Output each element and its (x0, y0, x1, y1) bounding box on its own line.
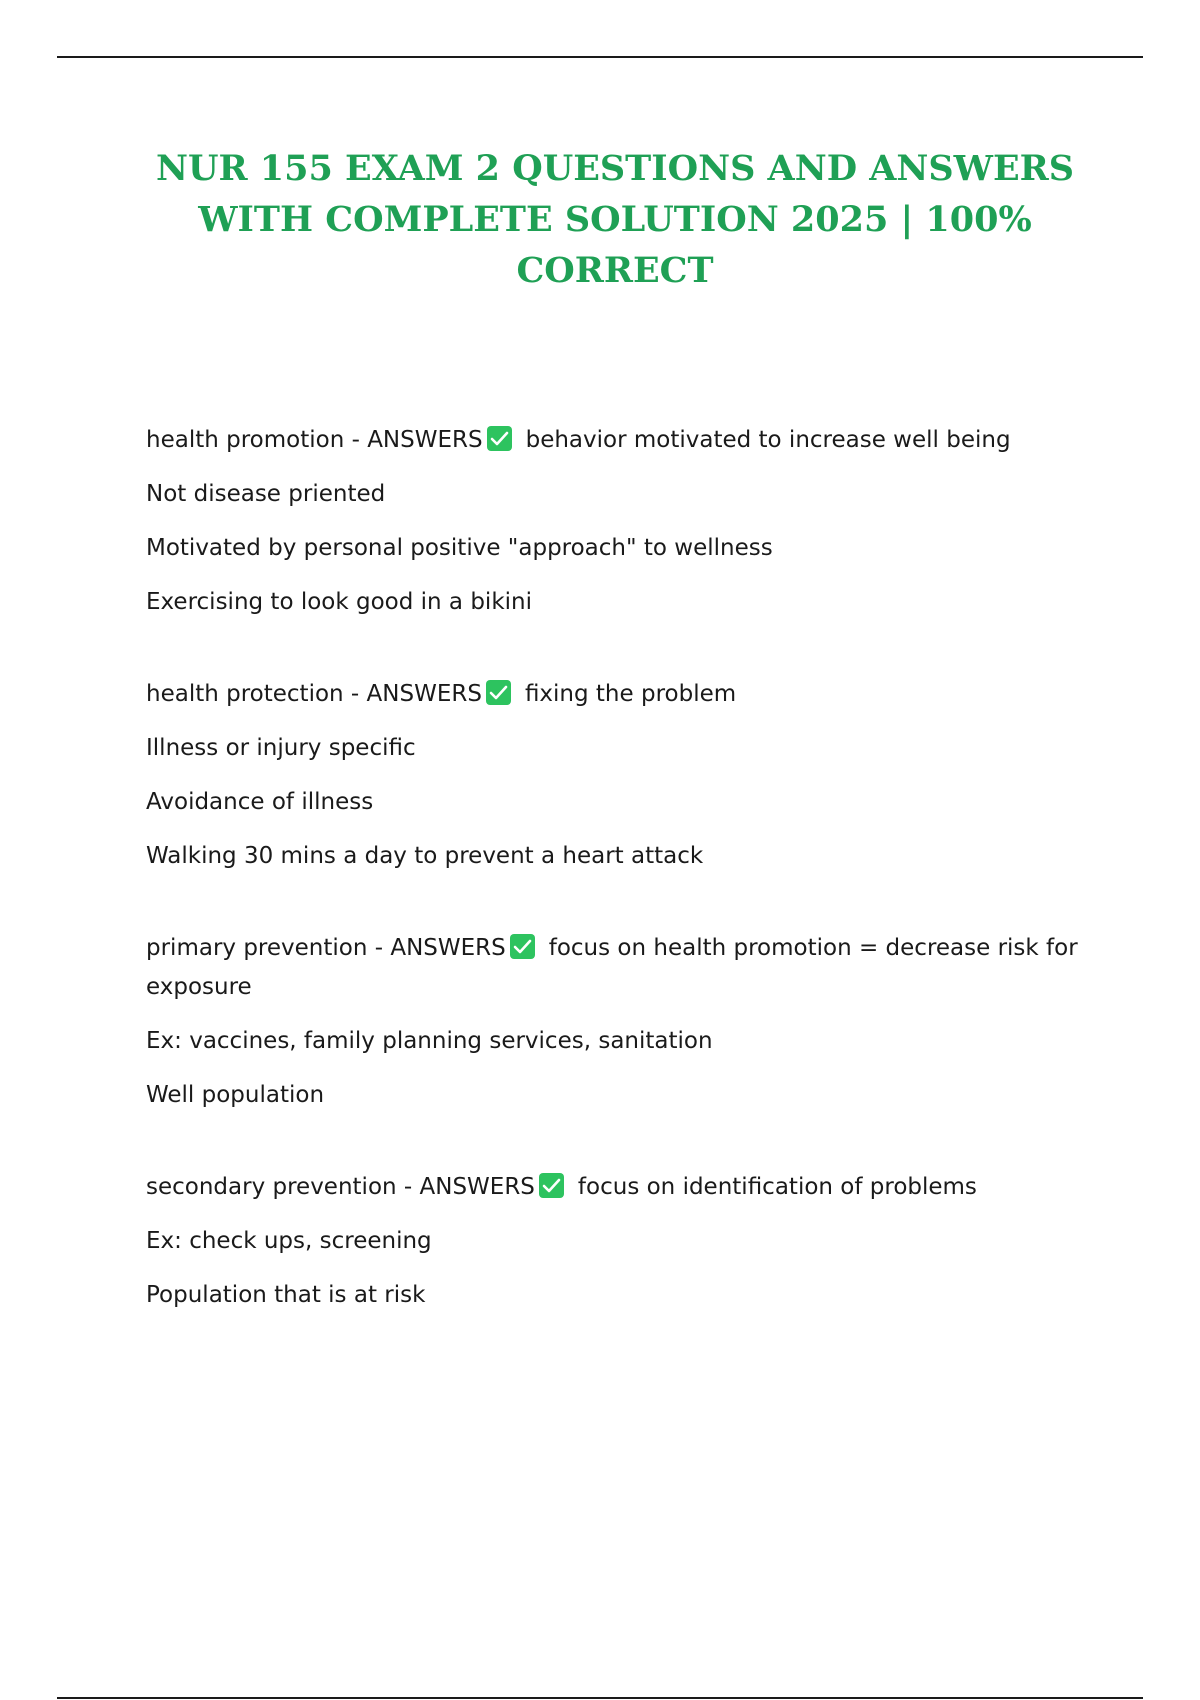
detail-line: Not disease priented (146, 481, 386, 507)
check-box-icon (486, 680, 511, 705)
question-line (146, 929, 1086, 1007)
question-line (146, 421, 1086, 460)
question-term: health promotion - ANSWERS (146, 427, 483, 453)
detail-line: Walking 30 mins a day to prevent a heart attack (146, 843, 704, 869)
check-box-icon (510, 934, 535, 959)
detail-line: Well population (146, 1082, 325, 1108)
detail-line: Population that is at risk (146, 1282, 426, 1308)
question-line (146, 1168, 1086, 1207)
check-box-icon (539, 1173, 564, 1198)
detail-line: Exercising to look good in a bikini (146, 589, 533, 615)
answer-text: behavior motivated to increase well being (525, 427, 1011, 453)
qa-entry-health-protection (146, 675, 1086, 876)
question-term: primary prevention - ANSWERS (146, 935, 506, 961)
detail-line: Avoidance of illness (146, 789, 374, 815)
answer-text: fixing the problem (524, 681, 737, 707)
detail-line: Illness or injury specific (146, 735, 416, 761)
bottom-rule (57, 1697, 1143, 1699)
detail-line: Ex: check ups, screening (146, 1228, 432, 1254)
top-rule (57, 56, 1143, 58)
document-title: NUR 155 EXAM 2 QUESTIONS AND ANSWERS WITH COMPLETE SOLUTION 2025 | 100% CORRECT (155, 148, 1074, 291)
qa-entry-health-promotion (146, 421, 1086, 622)
check-box-icon (487, 426, 512, 451)
answer-text: focus on health promotion = decrease risk for exposure (146, 935, 1078, 1000)
question-term: health protection - ANSWERS (146, 681, 482, 707)
qa-entry-primary-prevention (146, 929, 1086, 1115)
qa-list (146, 421, 1086, 1368)
question-term: secondary prevention - ANSWERS (146, 1174, 535, 1200)
qa-entry-secondary-prevention (146, 1168, 1086, 1315)
question-line (146, 675, 1086, 714)
detail-line: Ex: vaccines, family planning services, sanitation (146, 1028, 713, 1054)
detail-line: Motivated by personal positive "approach" to wellness (146, 535, 773, 561)
answer-text: focus on identification of problems (577, 1174, 977, 1200)
